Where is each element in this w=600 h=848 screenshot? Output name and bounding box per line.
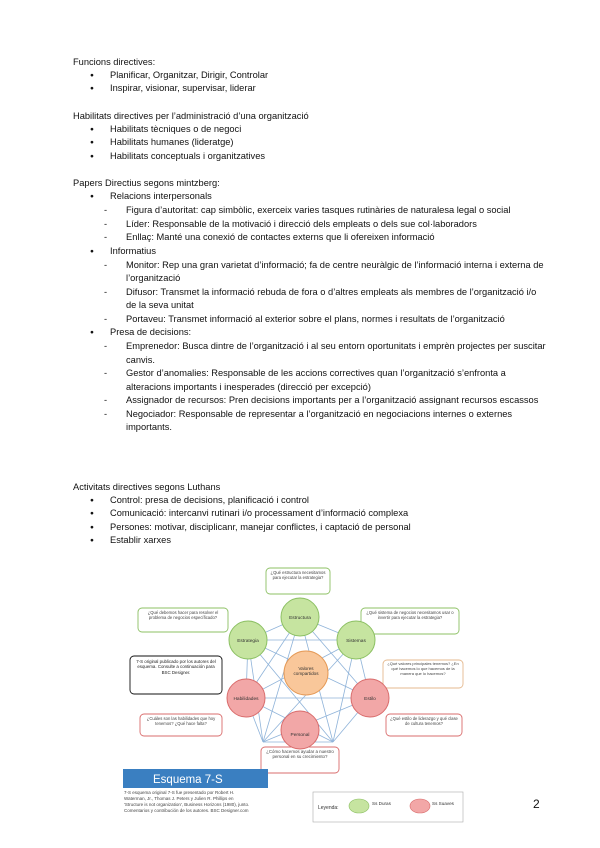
note-text: 7-S original publicado por los autores del esquema. Consulte a continuación para BSC Designer. [136,659,216,675]
node-label-habilidades: Habilidades [233,697,259,702]
sub-list-item: - Emprenedor: Busca dintre de l’organització i al seu entorn oportunitats i emprèn projectes per suscitar canvis. [73,340,553,367]
list-item: ● Comunicació: intercanvi rutinari i/o processament d’informació complexa [73,507,553,520]
list-item: ● Habilitats conceptuals i organitzatives [73,150,553,163]
sub-list [73,340,553,434]
activitats-list [73,494,553,548]
caption-line: 'Structure is not organization', Business Horizons (1980), junto. [124,802,250,807]
node-label-sistemas: Sistemas [346,639,366,644]
diagram-caption [124,790,249,813]
sub-list-item: - Enllaç: Manté una conexió de contactes externs que li ofereixen informació [73,231,553,244]
list-item: ● Establir xarxes [73,534,553,547]
node-label-valores-wrap [286,666,326,682]
question-sistemas: ¿Qué sistema de negocios necesitamos usar o invertir para ejecutar la estrategia? [366,610,454,620]
legend-title: Leyenda: [318,805,339,811]
sub-list-item: - Negociador: Responsable de representar a l’organització en negociacions internes o externes importants. [73,408,553,435]
banner-title: Esquema 7-S [153,774,223,786]
funcions-heading: Funcions directives: [73,57,156,67]
papers-section [73,177,553,434]
sub-list-item: - Figura d’autoritat: cap simbòlic, exerceix varies tasques rutinàries de naturalesa legal o social [73,204,553,217]
node-label-estructura: Estructura [289,616,311,621]
papers-group-informatius [73,245,553,326]
caption-line: Waterman, Jr., Thomas J. Peters y Julien R. Phillips en [124,796,234,801]
funcions-section [73,56,553,96]
seven-s-svg [118,562,468,826]
question-habilidades: ¿Cuáles son las habilidades que hoy tenemos? ¿Qué hace falta? [146,716,216,726]
list-item: ● Habilitats tècniques o de negoci [73,123,553,136]
question-personal: ¿Cómo hacemos ayudar a nuestro personal en su crecimiento? [266,749,334,760]
node-label-valores: Valores compartidos [293,666,319,677]
node-label-estrategia: Estrategia [237,639,259,644]
node-label-estilo: Estilo [364,697,376,702]
node-personal [281,711,319,749]
question-estilo: ¿Qué estilo de liderazgo y qué clase de cultura tenemos? [390,716,458,726]
node-label-personal: Personal [290,733,310,738]
papers-group-decisions [73,326,553,434]
legend-soft-label: Ss Suaves [432,801,454,806]
sub-list-item: - Difusor: Transmet la informació rebuda de fora o d’altres empleats als membres de l’organització i/o de la seva unitat [73,286,553,313]
sub-list [73,204,553,244]
page-number: 2 [533,797,540,811]
legend-hard-swatch [349,799,369,813]
papers-list [73,190,553,434]
activitats-heading: Activitats directives segons Luthans [73,482,221,492]
habilitats-list [73,123,553,163]
list-item: ● Inspirar, visionar, supervisar, liderar [73,82,553,95]
legend-hard-label: Ss Duras [372,801,391,806]
legend-soft-swatch [410,799,430,813]
habilitats-heading: Habilitats directives per l’administració d’una organització [73,111,309,121]
caption-line: Comentarios y contribución de los autores. BSC Designer.com [124,808,249,813]
group-label: Informatius [110,245,156,256]
list-item: ● Persones: motivar, disciplicanr, manejar conflictes, i captació de personal [73,521,553,534]
question-estructura: ¿Qué estructura necesitamos para ejecutar la estrategia? [270,570,326,580]
list-item: ● Control: presa de decisions, planificació i control [73,494,553,507]
caption-line: 7-S esquema original 7-S fue presentado por Robert H. [124,790,235,795]
group-label: Relacions interpersonals [110,191,212,201]
papers-group-interpersonals [73,190,553,245]
sub-list-item: - Gestor d’anomalies: Responsable de les accions correctives quan l’organització s’enfronta a alteracions importants i inesperades (direcció per excepció) [73,367,553,394]
question-valores: ¿Qué valores principales tenemos? ¿En qué hacemos lo que hacemos de la manera que lo hacemos? [387,662,459,676]
habilitats-section [73,110,553,163]
group-label: Presa de decisions: [110,327,192,338]
sub-list-item: - Monitor: Rep una gran varietat d’informació; fa de centre neuràlgic de l’informació interna i externa de l’organització [73,259,553,286]
seven-s-diagram [118,562,468,826]
sub-list-item: - Assignador de recursos: Pren decisions importants per a l’organització assignant recursos escassos [73,394,553,407]
sub-list [73,259,553,326]
sub-list-item: - Líder: Responsable de la motivació i direcció dels empleats o dels sue col·laboradors [73,218,553,231]
funcions-list [73,69,553,96]
question-estrategia: ¿Qué debemos hacer para resolver el problema de negocios específicado? [147,610,219,620]
activitats-section [73,481,553,548]
list-item: ● Planificar, Organitzar, Dirigir, Controlar [73,69,553,82]
papers-heading: Papers Directius segons mintzberg: [73,178,220,188]
list-item: ● Habilitats humanes (lideratge) [73,136,553,149]
sub-list-item: - Portaveu: Transmet informació al exterior sobre el plans, normes i resultats de l’organització [73,313,553,326]
